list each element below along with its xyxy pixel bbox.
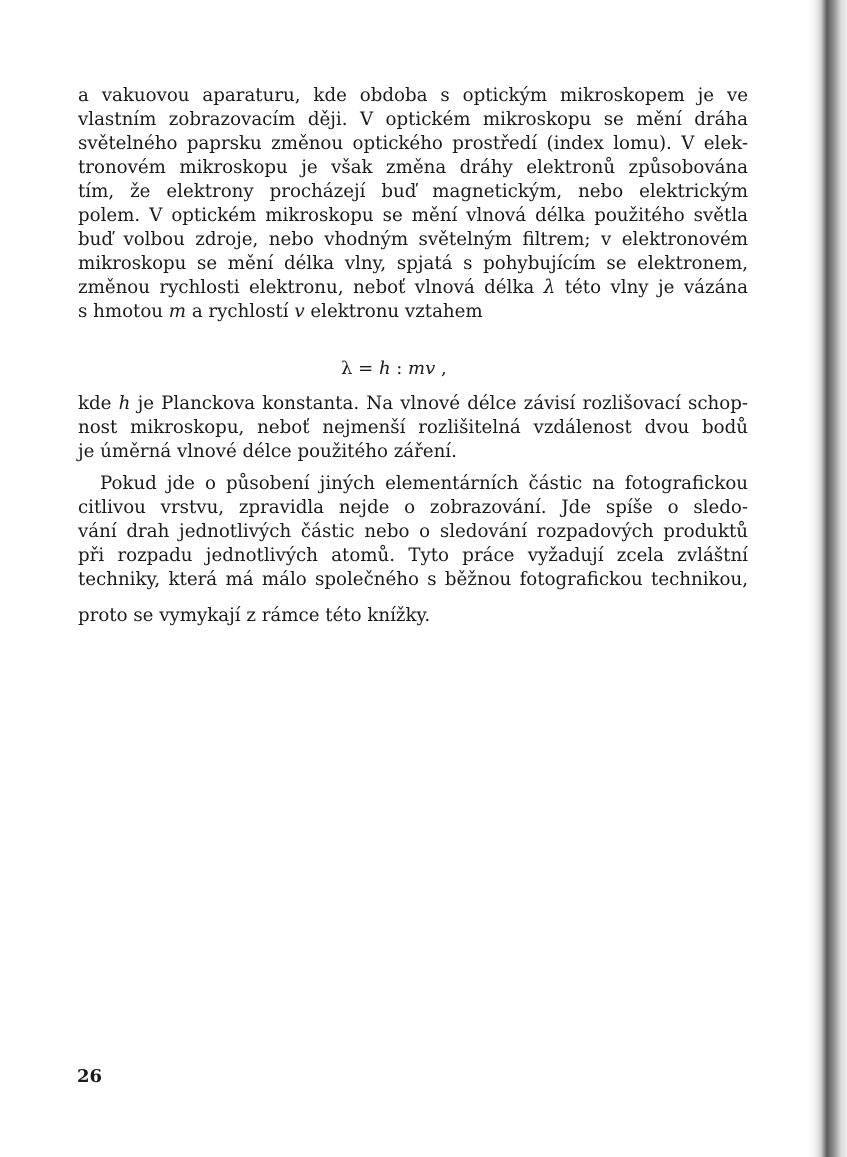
formula-part: λ = (341, 358, 379, 379)
text-span: a rychlostí (186, 301, 295, 322)
text-line: citlivou vrstvu, zpravidla nejde o zobrazování. Jde spíše o sledo- (78, 497, 748, 518)
text-line: při rozpadu jednotlivých atomů. Tyto práce vyžadují zcela zvláštní (78, 545, 748, 566)
text-line: polem. V optickém mikroskopu se mění vlnová délka použitého světla (78, 205, 748, 226)
text-span: elektronu vztahem (304, 301, 483, 322)
text-span: s hmotou (78, 301, 169, 322)
text-line: tronovém mikroskopu je však změna dráhy elektronů způsobována (78, 157, 748, 178)
text-span: je Planckova konstanta. Na vlnové délce závisí rozlišovací schop- (130, 393, 748, 414)
formula-part: h (378, 358, 391, 379)
formula-part: mv (408, 358, 436, 379)
text-span: kde (78, 393, 119, 414)
lambda-symbol: λ (543, 277, 556, 298)
text-line: vlastním zobrazovacím ději. V optickém mikroskopu se mění dráha (78, 109, 748, 130)
text-line: a vakuovou aparaturu, kde obdoba s optickým mikroskopem je ve (78, 85, 748, 106)
text-line: vání drah jednotlivých částic nebo o sledování rozpadových produktů (78, 521, 748, 542)
text-line: proto se vymykají z rámce této knížky. (78, 605, 431, 626)
text-line: mikroskopu se mění délka vlny, spjatá s pohybujícím se elektronem, (78, 253, 748, 274)
text-span: této vlny je vázána (555, 277, 748, 298)
text-span: změnou rychlosti elektronu, neboť vlnová délka (78, 277, 544, 298)
text-line (78, 392, 748, 416)
text-line: je úměrná vlnové délce použitého záření. (78, 441, 457, 462)
text-line: buď volbou zdroje, nebo vhodným světelným filtrem; v elektronovém (78, 229, 748, 250)
mass-symbol: m (168, 301, 187, 322)
planck-symbol: h (118, 393, 131, 414)
formula-part: , (435, 358, 447, 379)
text-line (78, 300, 748, 324)
text-line: tím, že elektrony procházejí buď magnetickým, nebo elektrickým (78, 181, 748, 202)
velocity-symbol: v (294, 301, 305, 322)
scan-edge-shadow (807, 0, 847, 1157)
formula (341, 357, 447, 381)
text-line: světelného paprsku změnou optického prostředí (index lomu). V elek- (78, 133, 748, 154)
text-line: nost mikroskopu, neboť nejmenší rozlišitelná vzdálenost dvou bodů (78, 417, 748, 438)
text-line: Pokud jde o působení jiných elementárních částic na fotografickou (100, 473, 748, 494)
text-line: techniky, která má málo společného s běžnou fotografickou technikou, (78, 569, 748, 590)
formula-part: : (390, 358, 409, 379)
text-line (78, 276, 748, 300)
page-number: 26 (77, 1066, 103, 1087)
